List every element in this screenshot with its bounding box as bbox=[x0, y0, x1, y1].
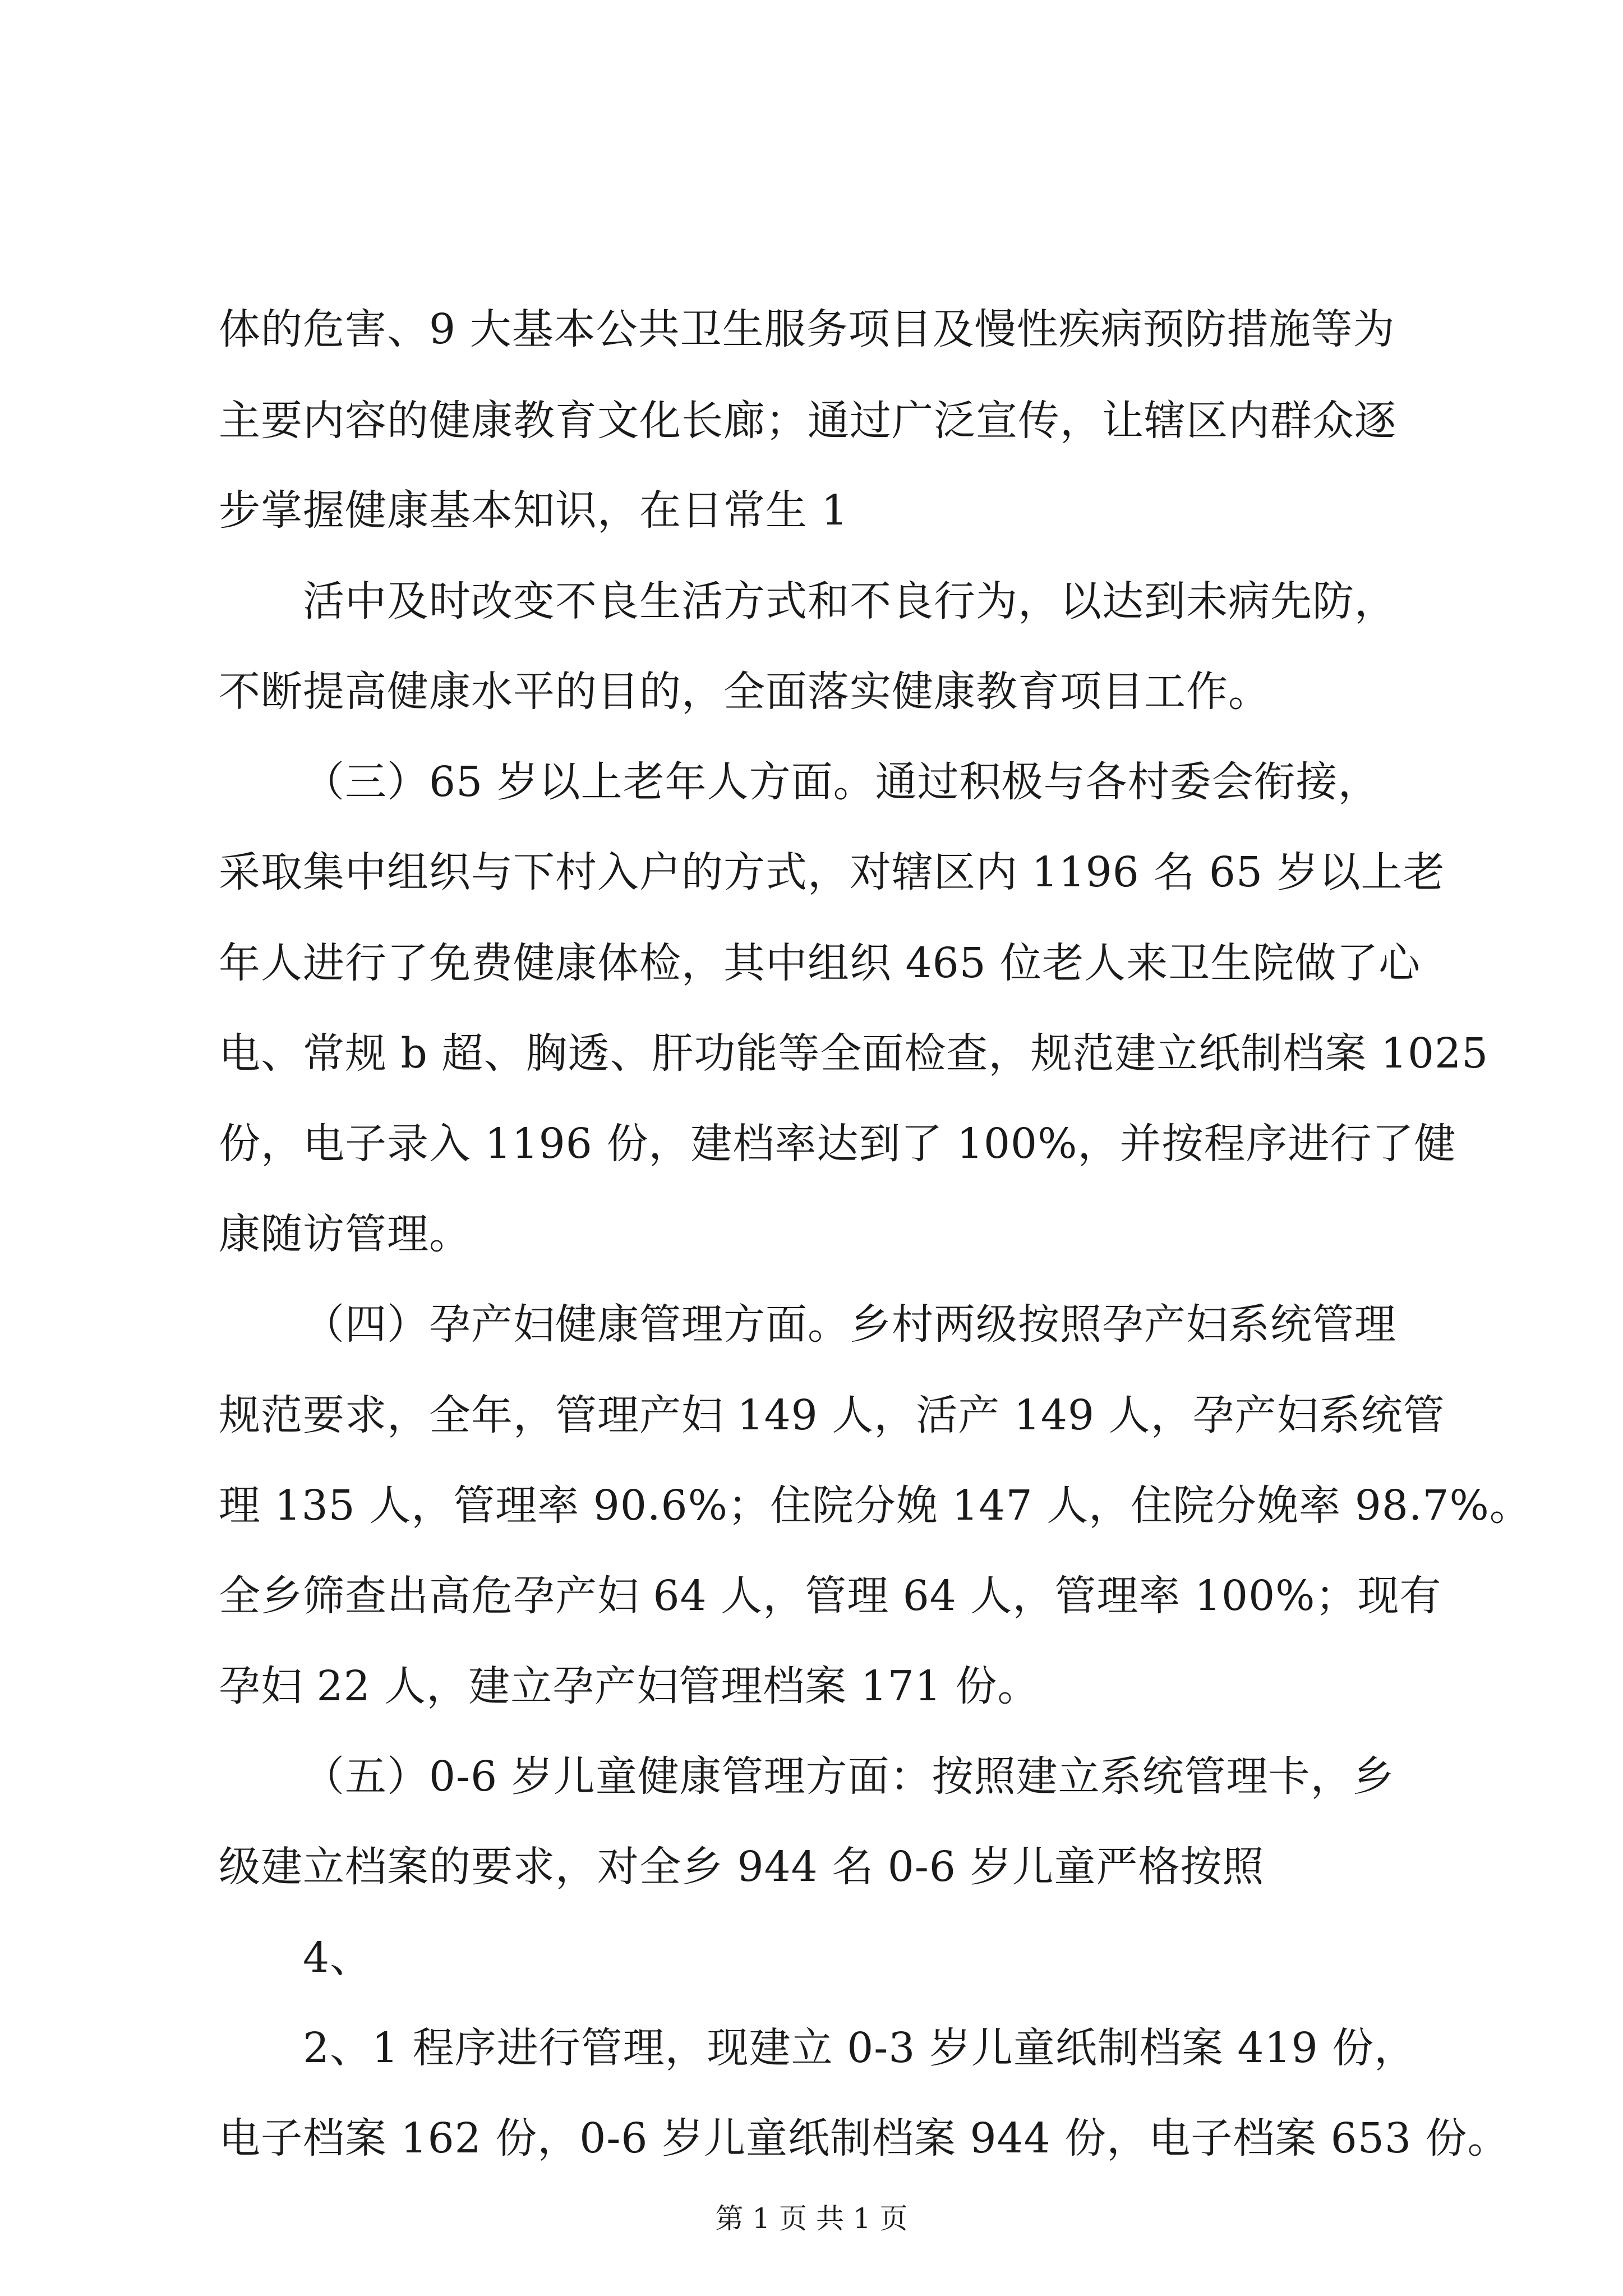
text-line-13: 规范要求，全年，管理产妇 149 人，活产 149 人，孕产妇系统管 bbox=[219, 1391, 1445, 1439]
page-footer: 第 1 页 共 1 页 bbox=[715, 2202, 908, 2235]
text-line-9: 电、常规 b 超、胸透、肝功能等全面检查，规范建立纸制档案 1025 bbox=[219, 1029, 1489, 1078]
text-line-1: 体的危害、9 大基本公共卫生服务项目及慢性疾病预防措施等为 bbox=[219, 305, 1395, 353]
text-line-19: 4、 bbox=[303, 1934, 372, 1982]
text-line-6: （三）65 岁以上老年人方面。通过积极与各村委会衔接， bbox=[303, 758, 1380, 806]
text-line-17: （五）0-6 岁儿童健康管理方面：按照建立系统管理卡，乡 bbox=[303, 1752, 1395, 1801]
text-line-8: 年人进行了免费健康体检，其中组织 465 位老人来卫生院做了心 bbox=[219, 939, 1421, 987]
text-line-12: （四）孕产妇健康管理方面。乡村两级按照孕产妇系统管理 bbox=[303, 1300, 1396, 1349]
text-line-16: 孕妇 22 人，建立孕产妇管理档案 171 份。 bbox=[219, 1662, 1040, 1710]
text-line-2: 主要内容的健康教育文化长廊；通过广泛宣传，让辖区内群众逐 bbox=[219, 397, 1396, 445]
text-line-15: 全乡筛查出高危孕产妇 64 人，管理 64 人，管理率 100%；现有 bbox=[219, 1572, 1442, 1620]
text-line-4: 活中及时改变不良生活方式和不良行为，以达到未病先防， bbox=[303, 577, 1396, 625]
text-line-18: 级建立档案的要求，对全乡 944 名 0-6 岁儿童严格按照 bbox=[219, 1843, 1265, 1891]
text-line-10: 份，电子录入 1196 份，建档率达到了 100%，并按程序进行了健 bbox=[219, 1120, 1456, 1168]
text-line-5: 不断提高健康水平的目的，全面落实健康教育项目工作。 bbox=[219, 668, 1270, 716]
text-line-7: 采取集中组织与下村入户的方式，对辖区内 1196 名 65 岁以上老 bbox=[219, 848, 1445, 896]
text-line-14: 理 135 人，管理率 90.6%；住院分娩 147 人，住院分娩率 98.7%。 bbox=[219, 1481, 1532, 1530]
text-line-3: 步掌握健康基本知识，在日常生 1 bbox=[219, 486, 849, 535]
text-line-21: 电子档案 162 份，0-6 岁儿童纸制档案 944 份，电子档案 653 份。 bbox=[219, 2114, 1510, 2162]
text-line-20: 2、1 程序进行管理，现建立 0-3 岁儿童纸制档案 419 份， bbox=[303, 2024, 1417, 2072]
text-line-11: 康随访管理。 bbox=[219, 1210, 471, 1258]
